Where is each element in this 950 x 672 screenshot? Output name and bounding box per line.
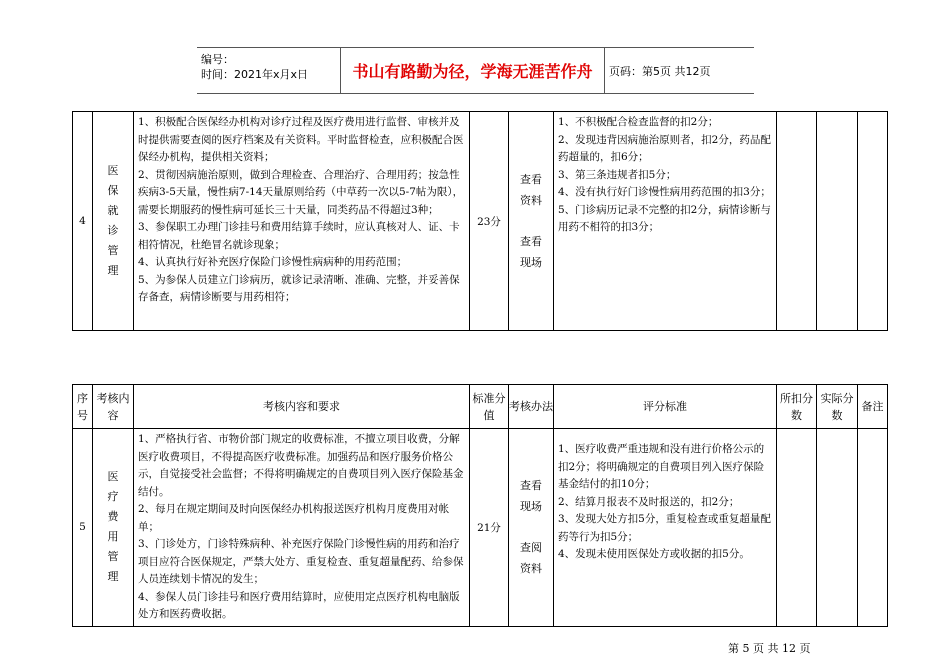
- page-footer: 第 5 页 共 12 页: [728, 642, 811, 655]
- page-header: [197, 47, 754, 94]
- col-header-std-score: 标准分值: [470, 385, 509, 429]
- row-method: 查看 资料 查看 现场: [509, 112, 554, 331]
- table-row: [73, 429, 888, 627]
- col-header-content: 考核内容和要求: [134, 385, 470, 429]
- col-header-remark: 备注: [858, 385, 888, 429]
- col-header-actual: 实际分数: [817, 385, 858, 429]
- row-item: 医 疗 费 用 管 理: [93, 429, 134, 627]
- col-header-seq: 序号: [73, 385, 93, 429]
- row-method: 查看 现场 查阅 资料: [509, 429, 554, 627]
- row-actual: [817, 112, 858, 331]
- number-label: 编号：: [201, 53, 234, 66]
- row-score: 23分: [470, 112, 509, 331]
- assessment-table-part2: [72, 384, 888, 627]
- page-code: 页码：第5页 共12页: [609, 64, 711, 78]
- table-row: [73, 112, 888, 331]
- row-remark: [858, 112, 888, 331]
- row-actual: [817, 429, 858, 627]
- row-item: 医 保 就 诊 管 理: [93, 112, 134, 331]
- col-header-criteria: 评分标准: [554, 385, 777, 429]
- row-remark: [858, 429, 888, 627]
- row-seq: 4: [73, 112, 93, 331]
- row-score: 21分: [470, 429, 509, 627]
- table-header-row: [73, 385, 888, 429]
- assessment-table-part1: [72, 111, 888, 331]
- time-label: 时间：2021年x月x日: [201, 68, 309, 81]
- row-content: 1、严格执行省、市物价部门规定的收费标准，不擅立项目收费，分解医疗收费项目，不得提高医疗收费标准。加强药品和医疗服务价格公示，自觉接受社会监督；不得将明确规定的自费项目列入医疗保险基金结付。 2、每月在规定期间及时向医保经办机构报送医疗机构月度费用对帐单； 3、门诊处方，门诊特殊病种、补充医疗保险门诊慢性病的用药和治疗项目应符合医保规定，严禁大处方、重复检查、重复超量配药、给参保人员连续划卡情况的发生； 4、参保人员门诊挂号和医疗费用结算时，应使用定点医疗机构电脑版处方和医药费收据。: [134, 429, 470, 627]
- row-deducted: [777, 429, 817, 627]
- row-content: 1、积极配合医保经办机构对诊疗过程及医疗费用进行监督、审核并及时提供需要查阅的医疗档案及有关资料。平时监督检查，应积极配合医保经办机构，提供相关资料； 2、贯彻因病施治原则，做到合理检查、合理治疗、合理用药；按急性疾病3-5天量，慢性病7-14天量原则给药（中草药一次以5-7帖为限），需要长期服药的慢性病可延长三十天量，同类药品不得超过3种； 3、参保职工办理门诊挂号和费用结算手续时，应认真核对人、证、卡相符情况，杜绝冒名就诊现象； 4、认真执行好补充医疗保险门诊慢性病病种的用药范围； 5、为参保人员建立门诊病历，就诊记录清晰、准确、完整，并妥善保存备查，病情诊断要与用药相符；: [134, 112, 470, 331]
- col-header-deducted: 所扣分数: [777, 385, 817, 429]
- row-deducted: [777, 112, 817, 331]
- row-seq: 5: [73, 429, 93, 627]
- header-meta: [197, 48, 339, 97]
- row-criteria: 1、不积极配合检查监督的扣2分； 2、发现违背因病施治原则者，扣2分，药品配药超量的，扣6分； 3、第三条违规者扣5分； 4、没有执行好门诊慢性病用药范围的扣3分； 5、门诊病历记录不完整的扣2分，病情诊断与用药不相符的扣3分；: [554, 112, 777, 331]
- col-header-item: 考核内容: [93, 385, 134, 429]
- col-header-method: 考核办法: [509, 385, 554, 429]
- motto: 书山有路勤为径，学海无涯苦作舟: [340, 48, 605, 93]
- row-criteria: 1、医疗收费严重违规和没有进行价格公示的扣2分；将明确规定的自费项目列入医疗保险基金结付的扣10分； 2、结算月报表不及时报送的，扣2分； 3、发现大处方扣5分，重复检查或重复超量配药等行为扣5分； 4、发现未使用医保处方或收据的扣5分。: [554, 429, 777, 627]
